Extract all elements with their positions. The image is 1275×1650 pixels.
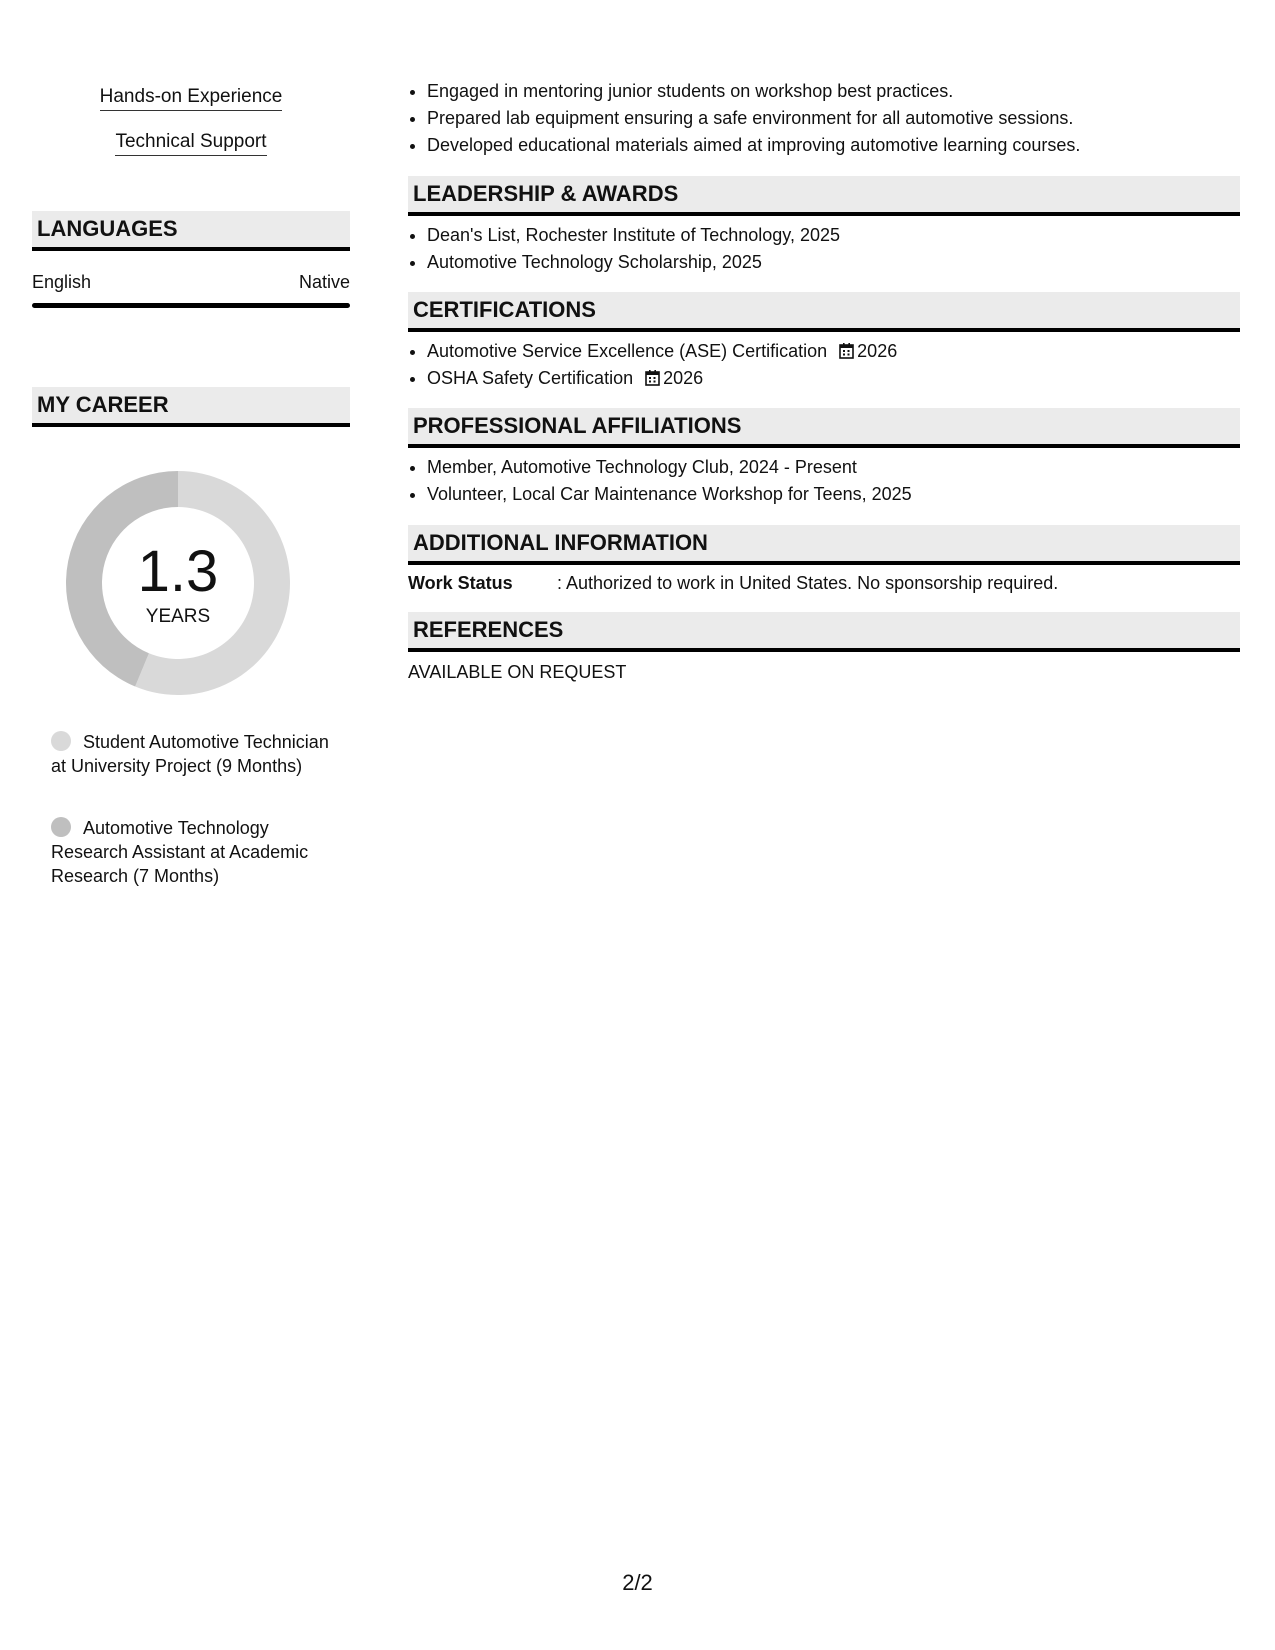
list-item: • Prepared lab equipment ensuring a safe environment for all automotive sessions. [427,105,1237,132]
certifications-list [408,338,1237,392]
language-level: Native [298,272,350,292]
career-entry-label: Automotive Technology Research Assistant at Academic Research (7 Months) [51,818,309,886]
certification-year: 2026 [663,368,704,388]
language-row [32,272,350,294]
career-legend-item [51,730,341,778]
list-item [427,365,1237,392]
language-name: English [32,272,92,292]
language-level-bar [32,303,350,308]
work-status-label: Work Status [408,573,513,593]
references-heading: REFERENCES [408,612,1240,652]
references-text: AVAILABLE ON REQUEST [408,662,627,682]
languages-heading: LANGUAGES [32,211,350,251]
calendar-icon [839,342,854,359]
list-item: • Dean's List, Rochester Institute of Technology, 2025 [427,222,1237,249]
experience-bullet-list [408,78,1237,159]
list-item: • Engaged in mentoring junior students on workshop best practices. [427,78,1237,105]
additional-info-heading: ADDITIONAL INFORMATION [408,525,1240,565]
list-item: • Developed educational materials aimed at improving automotive learning courses. [427,132,1237,159]
skill-tag [32,131,350,156]
calendar-icon [645,369,660,386]
career-total-unit: YEARS [145,606,211,627]
list-item: • Automotive Technology Scholarship, 2025 [427,249,1237,276]
affiliations-list [408,454,1237,508]
certification-name: OSHA Safety Certification [427,368,634,388]
skill-label: Hands-on Experience [100,86,283,111]
career-legend-item [51,816,341,888]
page-number: 2/2 [622,1570,653,1595]
list-item [427,338,1237,365]
career-entry-label: Student Automotive Technician at University Project (9 Months) [51,732,329,776]
work-status-value: : Authorized to work in United States. No sponsorship required. [557,573,1059,593]
career-heading: MY CAREER [32,387,350,427]
leadership-list [408,222,1237,276]
list-item: • Member, Automotive Technology Club, 2024 - Present [427,454,1237,481]
legend-dot [51,817,71,837]
skill-tag [32,86,350,111]
certifications-heading: CERTIFICATIONS [408,292,1240,332]
certification-name: Automotive Service Excellence (ASE) Certification [427,341,828,361]
certification-year: 2026 [857,341,898,361]
skill-label: Technical Support [115,131,266,156]
affiliations-heading: PROFESSIONAL AFFILIATIONS [408,408,1240,448]
leadership-heading: LEADERSHIP & AWARDS [408,176,1240,216]
career-donut-chart [66,471,290,695]
list-item: • Volunteer, Local Car Maintenance Workshop for Teens, 2025 [427,481,1237,508]
legend-dot [51,731,71,751]
career-total-value: 1.3 [137,539,219,604]
